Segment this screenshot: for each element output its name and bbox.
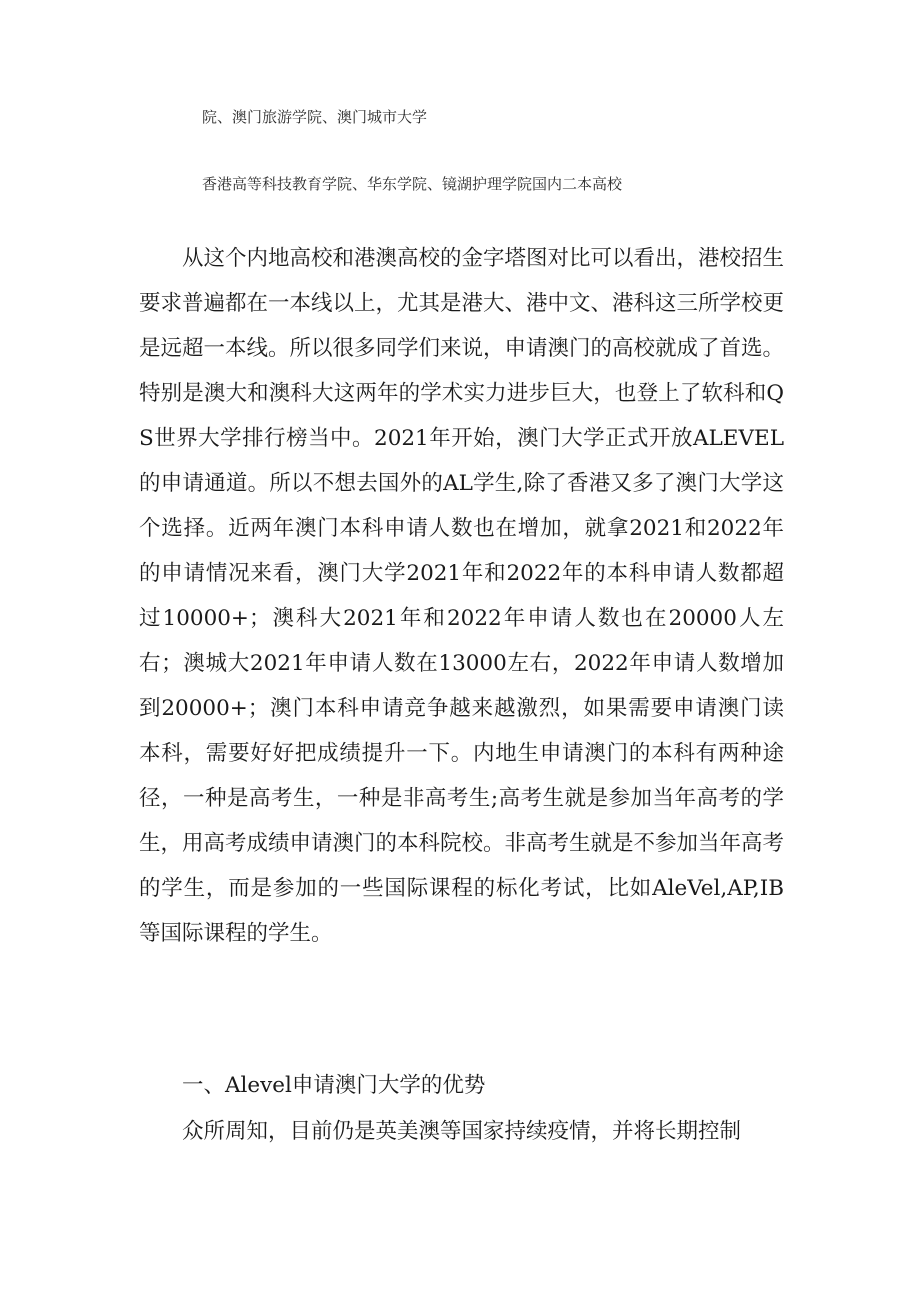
body-paragraph-continued: 众所周知，目前仍是英美澳等国家持续疫情，并将长期控制	[182, 1119, 742, 1144]
body-paragraph: 从这个内地高校和港澳高校的金字塔图对比可以看出，港校招生要求普遍都在一本线以上，尤其是港大、港中文、港科这三所学校更是远超一本线。所以很多同学们来说，申请澳门的高校就成了首选。特别是澳大和澳科大这两年的学术实力进步巨大，也登上了软科和QS世界大学排行榜当中。2021年开始，澳门大学正式开放ALEVEL的申请通道。所以不想去国外的AL学生,除了香港又多了澳门大学这个选择。近两年澳门本科申请人数也在增加，就拿2021和2022年的申请情况来看，澳门大学2021年和2022年的本科申请人数都超过10000+；澳科大2021年和2022年申请人数也在20000人左右；澳城大2021年申请人数在13000左右，2022年申请人数增加到20000+；澳门本科申请竞争越来越激烈，如果需要申请澳门读本科，需要好好把成绩提升一下。内地生申请澳门的本科有两种途径，一种是高考生，一种是非高考生;高考生就是参加当年高考的学生，用高考成绩申请澳门的本科院校。非高考生就是不参加当年高考的学生，而是参加的一些国际课程的标化考试，比如AleVel,AP,IB等国际课程的学生。	[139, 246, 785, 946]
pyramid-figure-label-top: 院、澳门旅游学院、澳门城市大学	[202, 108, 428, 126]
section-heading: 一、Alevel申请澳门大学的优势	[182, 1073, 486, 1098]
pyramid-figure-label-bottom: 香港高等科技教育学院、华东学院、镜湖护理学院国内二本高校	[202, 175, 623, 193]
